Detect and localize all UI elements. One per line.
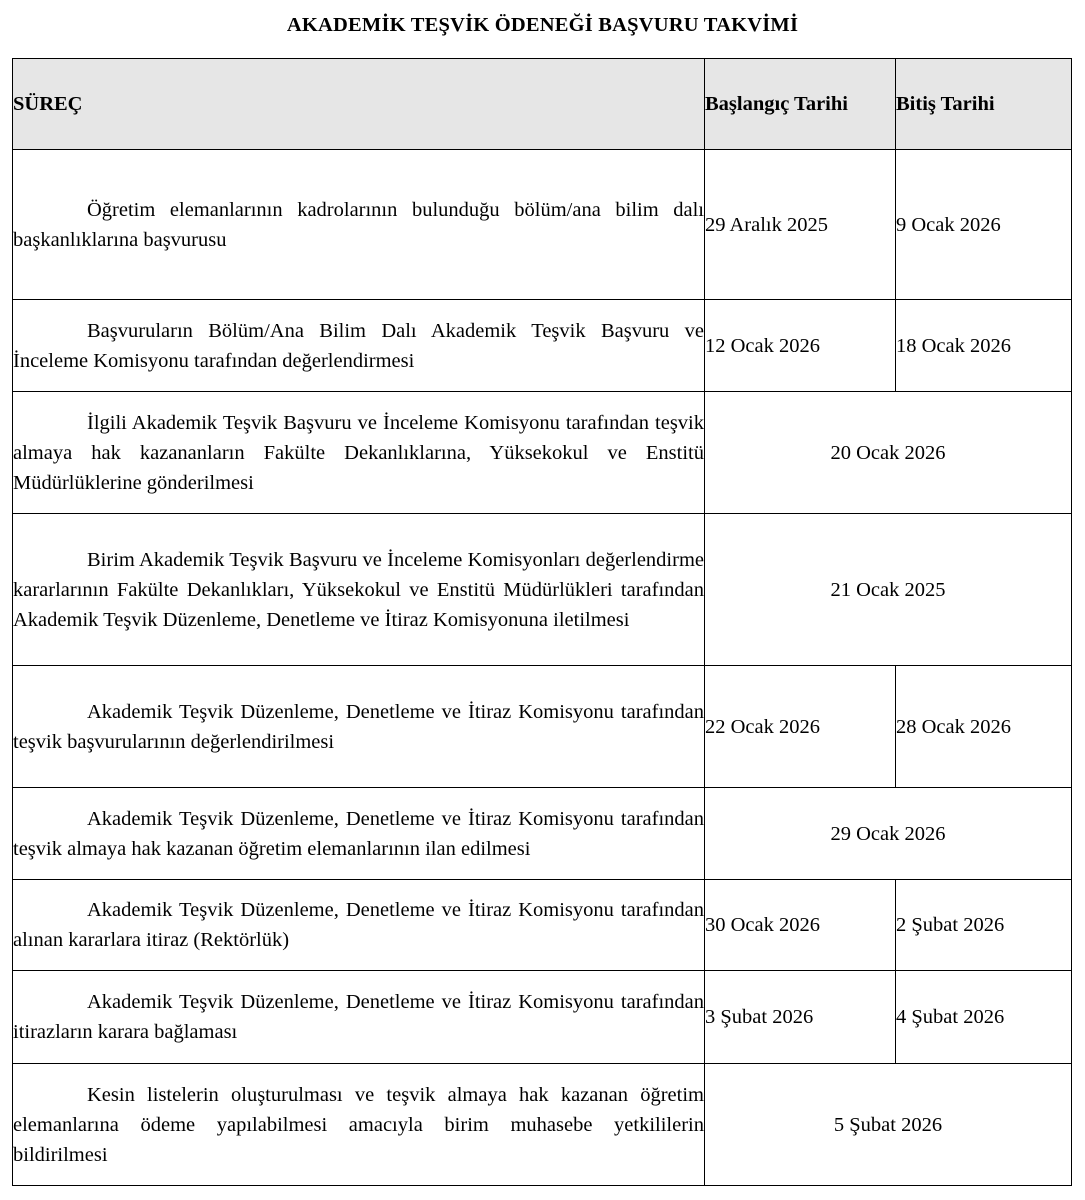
process-text: Öğretim elemanlarının kadrolarının bulunduğu bölüm/ana bilim dalı başkanlıklarına başvurusu <box>13 198 704 251</box>
table-row <box>13 300 1072 392</box>
process-cell <box>13 666 705 788</box>
end-date-cell: 28 Ocak 2026 <box>896 666 1072 788</box>
schedule-table <box>12 58 1072 1186</box>
start-date-cell: 22 Ocak 2026 <box>705 666 896 788</box>
process-text: Başvuruların Bölüm/Ana Bilim Dalı Akademik Teşvik Başvuru ve İnceleme Komisyonu tarafından değerlendirmesi <box>13 319 704 372</box>
start-date-cell: 30 Ocak 2026 <box>705 880 896 971</box>
date-cell: 20 Ocak 2026 <box>705 392 1072 514</box>
process-cell <box>13 971 705 1064</box>
end-date-cell: 9 Ocak 2026 <box>896 150 1072 300</box>
process-text: Birim Akademik Teşvik Başvuru ve İnceleme Komisyonları değerlendirme kararlarının Fakülte Dekanlıkları, Yüksekokul ve Enstitü Müdürlükleri tarafından Akademik Teşvik Düzenleme, Denetleme ve İtiraz Komisyonuna iletilmesi <box>13 548 704 631</box>
end-date-cell: 2 Şubat 2026 <box>896 880 1072 971</box>
table-row <box>13 392 1072 514</box>
table-row <box>13 1064 1072 1186</box>
table-row <box>13 788 1072 880</box>
table-row <box>13 880 1072 971</box>
process-text: Akademik Teşvik Düzenleme, Denetleme ve İtiraz Komisyonu tarafından teşvik başvurularının değerlendirilmesi <box>13 700 704 753</box>
date-cell: 21 Ocak 2025 <box>705 514 1072 666</box>
process-text: Kesin listelerin oluşturulması ve teşvik almaya hak kazanan öğretim elemanlarına ödeme yapılabilmesi amacıyla birim muhasebe yetkililerin bildirilmesi <box>13 1083 704 1166</box>
end-date-cell: 4 Şubat 2026 <box>896 971 1072 1064</box>
table-row <box>13 666 1072 788</box>
table-row <box>13 150 1072 300</box>
header-process: SÜREÇ <box>13 59 705 150</box>
start-date-cell: 29 Aralık 2025 <box>705 150 896 300</box>
process-text: İlgili Akademik Teşvik Başvuru ve İnceleme Komisyonu tarafından teşvik almaya hak kazananların Fakülte Dekanlıklarına, Yüksekokul ve Enstitü Müdürlüklerine gönderilmesi <box>13 411 704 494</box>
header-end-date: Bitiş Tarihi <box>896 59 1072 150</box>
process-text: Akademik Teşvik Düzenleme, Denetleme ve İtiraz Komisyonu tarafından itirazların karara bağlaması <box>13 991 704 1043</box>
process-cell <box>13 300 705 392</box>
table-row <box>13 971 1072 1064</box>
process-cell <box>13 880 705 971</box>
process-cell <box>13 788 705 880</box>
process-cell <box>13 514 705 666</box>
start-date-cell: 12 Ocak 2026 <box>705 300 896 392</box>
page-title: AKADEMİK TEŞVİK ÖDENEĞİ BAŞVURU TAKVİMİ <box>286 14 799 36</box>
header-start-date: Başlangıç Tarihi <box>705 59 896 150</box>
start-date-cell: 3 Şubat 2026 <box>705 971 896 1064</box>
process-cell <box>13 1064 705 1186</box>
date-cell: 5 Şubat 2026 <box>705 1064 1072 1186</box>
end-date-cell: 18 Ocak 2026 <box>896 300 1072 392</box>
table-header-row <box>13 59 1072 150</box>
process-cell <box>13 392 705 514</box>
process-text: Akademik Teşvik Düzenleme, Denetleme ve İtiraz Komisyonu tarafından teşvik almaya hak kazanan öğretim elemanlarının ilan edilmesi <box>13 807 704 860</box>
date-cell: 29 Ocak 2026 <box>705 788 1072 880</box>
table-row <box>13 514 1072 666</box>
process-text: Akademik Teşvik Düzenleme, Denetleme ve İtiraz Komisyonu tarafından alınan kararlara itiraz (Rektörlük) <box>13 899 704 951</box>
process-cell <box>13 150 705 300</box>
